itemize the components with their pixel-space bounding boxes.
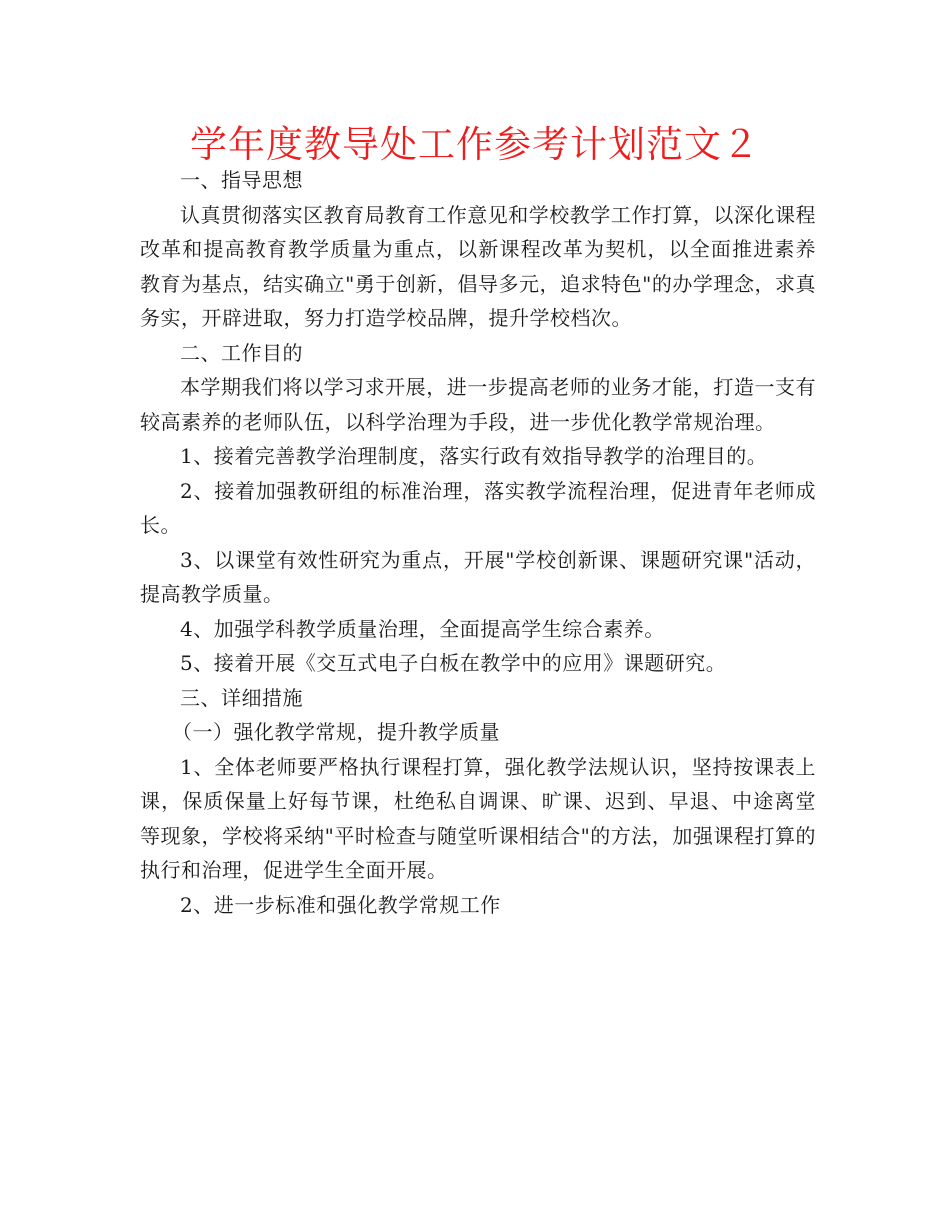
paragraph-guiding-thought: 认真贯彻落实区教育局教育工作意见和学校教学工作打算，以深化课程改革和提高教育教学质量为重点，以新课程改革为契机，以全面推进素养教育为基点，结实确立"勇于创新，倡导多元，追求特色"的办学理念，求真务实，开辟进取，努力打造学校品牌，提升学校档次。 xyxy=(140,202,816,330)
measure-item-2: 2、进一步标准和强化教学常规工作 xyxy=(180,892,501,917)
section-heading-guiding-thought: 一、指导思想 xyxy=(180,168,303,192)
section-heading-work-goals: 二、工作目的 xyxy=(180,340,303,365)
goal-item-1: 1、接着完善教学治理制度，落实行政有效指导教学的治理目的。 xyxy=(180,444,768,468)
goal-item-5: 5、接着开展《交互式电子白板在教学中的应用》课题研究。 xyxy=(180,651,727,675)
subsection-heading-teaching-routine: （一）强化教学常规，提升教学质量 xyxy=(172,720,500,744)
document-title: 学年度教导处工作参考计划范文２ xyxy=(190,123,760,166)
paragraph-work-goals: 本学期我们将以学习求开展，进一步提高老师的业务才能，打造一支有较高素养的老师队伍，以科学治理为手段，进一步优化教学常规治理。 xyxy=(140,375,816,434)
section-heading-measures: 三、详细措施 xyxy=(180,685,303,710)
goal-item-2: 2、接着加强教研组的标准治理，落实教学流程治理，促进青年老师成长。 xyxy=(140,478,816,537)
measure-item-1: 1、全体老师要严格执行课程打算，强化教学法规认识，坚持按课表上课，保质保量上好每节课，杜绝私自调课、旷课、迟到、早退、中途离堂等现象，学校将采纳"平时检查与随堂听课相结合"的方法，加强课程打算的执行和治理，促进学生全面开展。 xyxy=(140,754,816,882)
goal-item-3: 3、以课堂有效性研究为重点，开展"学校创新课、课题研究课"活动，提高教学质量。 xyxy=(140,547,816,606)
goal-item-4: 4、加强学科教学质量治理，全面提高学生综合素养。 xyxy=(180,616,665,641)
document-body xyxy=(140,163,816,922)
